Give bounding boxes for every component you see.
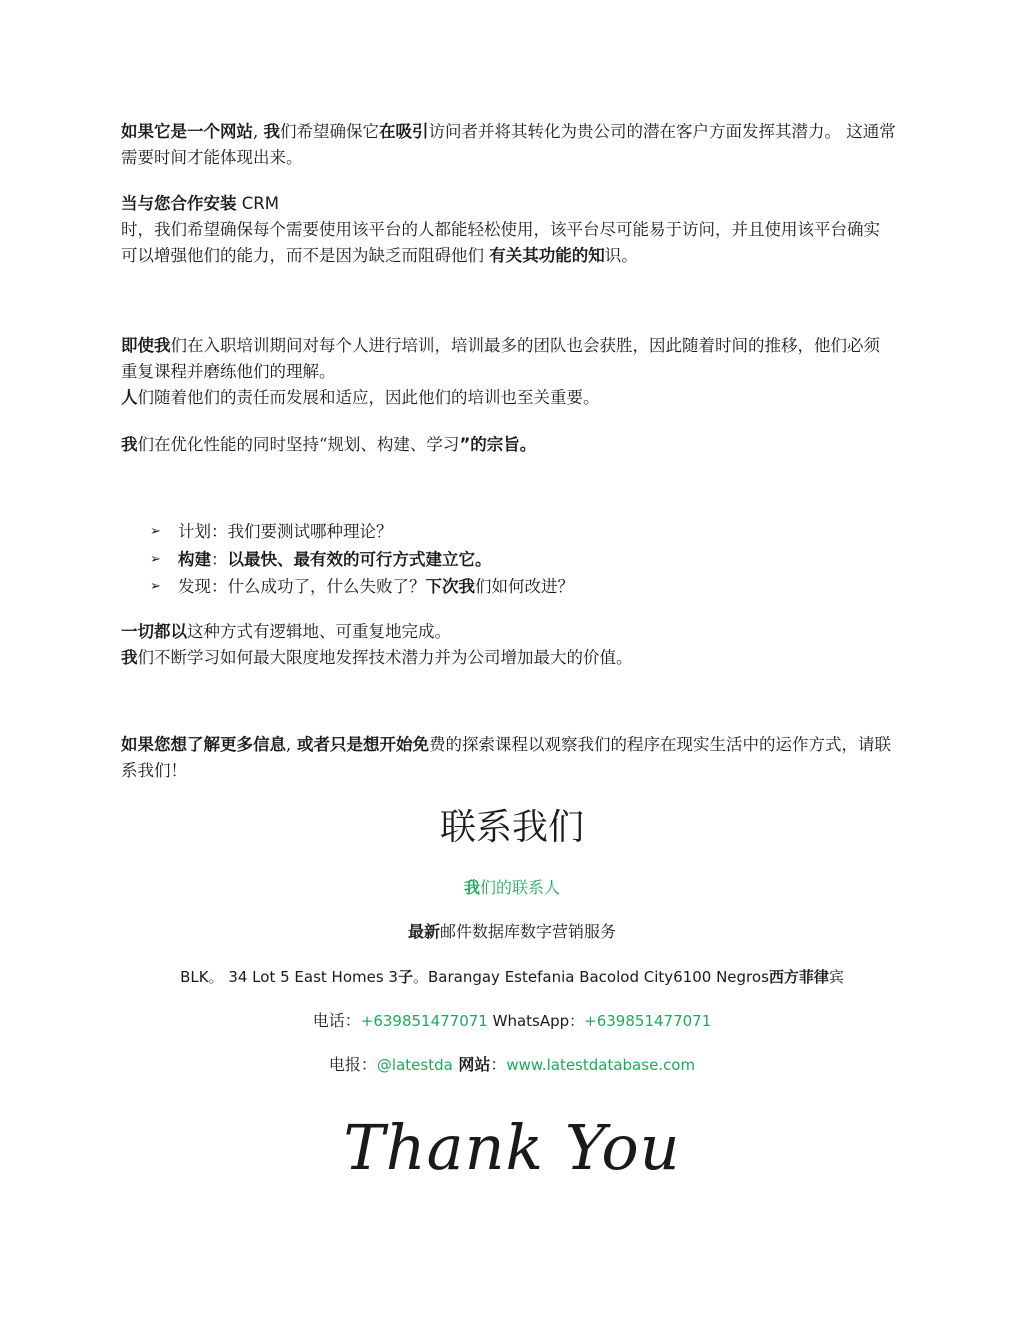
bold-text: 有关其功能的知 xyxy=(489,246,605,265)
bold-text: 如果它是一个网站 xyxy=(121,122,253,141)
text: 宾 xyxy=(828,968,844,986)
address xyxy=(0,965,1024,989)
paragraph-website xyxy=(121,119,896,171)
paragraph-motto xyxy=(121,432,896,458)
whatsapp-link[interactable]: +639851477071 xyxy=(584,1012,712,1030)
website-link[interactable]: www.latestdatabase.com xyxy=(506,1056,696,1074)
text: , xyxy=(253,122,259,141)
bold-text: 我 xyxy=(121,648,138,667)
text: 。Barangay Estefania Bacolod City6100 Negros xyxy=(412,968,769,986)
telegram-link[interactable]: @latestda xyxy=(376,1056,453,1074)
contact-heading: 联系我们 xyxy=(439,807,584,848)
text: ： xyxy=(211,549,228,569)
bold-text: 西方菲律 xyxy=(768,968,829,986)
paragraph-cta xyxy=(121,732,896,784)
paragraph-training xyxy=(121,333,896,411)
bold-text: 一切都以 xyxy=(121,622,187,641)
text: 们如何改进？ xyxy=(475,577,574,596)
bold-text: 我 xyxy=(121,435,138,454)
text: 发现：什么成功了，什么失败了？ xyxy=(178,577,426,596)
bold-text: 我 xyxy=(463,878,480,897)
arrow-bullet-icon: ➢ xyxy=(150,524,161,539)
bold-text: 最新 xyxy=(407,922,440,941)
text: 时，我们希望确保每个需要使用该平台的人都能轻松使用，该平台尽可能易于访问，并且使用该平台确实可以增强他们的能力，而不是因为缺乏而阻碍他们 xyxy=(121,220,880,265)
list-item xyxy=(150,546,574,574)
bold-text: ”的宗旨。 xyxy=(459,435,537,454)
text: 们在入职培训期间对每个人进行培训，培训最多的团队也会获胜，因此随着时间的推移，他们必须重复课程并磨练他们的理解。 xyxy=(121,336,880,381)
text: CRM xyxy=(236,194,279,213)
text: 们的联系人 xyxy=(480,878,561,897)
list-item xyxy=(150,518,574,546)
bold-text: 即使我 xyxy=(121,336,171,355)
bold-text: 或者只是想开始免 xyxy=(291,735,429,754)
text: 这种方式有逻辑地、可重复地完成。 xyxy=(187,622,451,641)
text: 计划：我们要测试哪种理论？ xyxy=(178,522,393,541)
telegram-website-line xyxy=(0,1053,1024,1077)
text: 们随着他们的责任而发展和适应，因此他们的培训也至关重要。 xyxy=(137,388,600,407)
bold-text: 构建 xyxy=(178,549,211,569)
bold-text: 下次我 xyxy=(425,577,475,596)
bold-text: 以最快、最有效的可行方式建立它。 xyxy=(227,549,492,569)
paragraph-crm xyxy=(121,191,896,269)
phone-link[interactable]: +639851477071 xyxy=(360,1012,488,1030)
contact-subheading xyxy=(0,876,1024,900)
bold-text: 子 xyxy=(397,968,413,986)
text: 邮件数据库数字营销服务 xyxy=(440,922,617,941)
phone-line xyxy=(0,1009,1024,1033)
text: 访问者并将其转化为贵公司的潜在客户方面发挥其潜力。 这通常需要时间才能体现出来。 xyxy=(121,122,896,167)
bullet-list xyxy=(150,518,574,601)
telegram-label: 电报： xyxy=(328,1055,377,1074)
text: 费的探索课程以观察我们的程序在现实生活中的运作方式，请联系我们！ xyxy=(121,735,891,780)
bold-text: 在吸引 xyxy=(379,122,429,141)
paragraph-logic xyxy=(121,619,896,671)
bold-text: 人 xyxy=(121,388,138,407)
bold-text: 我 xyxy=(263,122,280,141)
text: 识。 xyxy=(604,246,638,265)
arrow-bullet-icon: ➢ xyxy=(150,551,161,567)
text: , xyxy=(286,735,292,754)
bold-text: 如果您想了解更多信息 xyxy=(121,735,286,754)
text: 们在优化性能的同时坚持“规划、构建、学习 xyxy=(137,435,460,454)
bold-text: 当与您合作安装 xyxy=(121,194,237,213)
company-name xyxy=(0,920,1024,944)
list-item xyxy=(150,573,574,601)
whatsapp-label: WhatsApp： xyxy=(487,1012,585,1030)
text: BLK。 34 Lot 5 East Homes 3 xyxy=(180,968,398,986)
arrow-bullet-icon: ➢ xyxy=(150,579,161,594)
text: 们不断学习如何最大限度地发挥技术潜力并为公司增加最大的价值。 xyxy=(137,648,633,667)
text: ： xyxy=(490,1055,507,1074)
thank-you-text: Thank You xyxy=(343,1111,681,1184)
text: 们希望确保它 xyxy=(280,122,379,141)
website-label: 网站 xyxy=(452,1055,491,1074)
phone-label: 电话： xyxy=(312,1011,361,1030)
